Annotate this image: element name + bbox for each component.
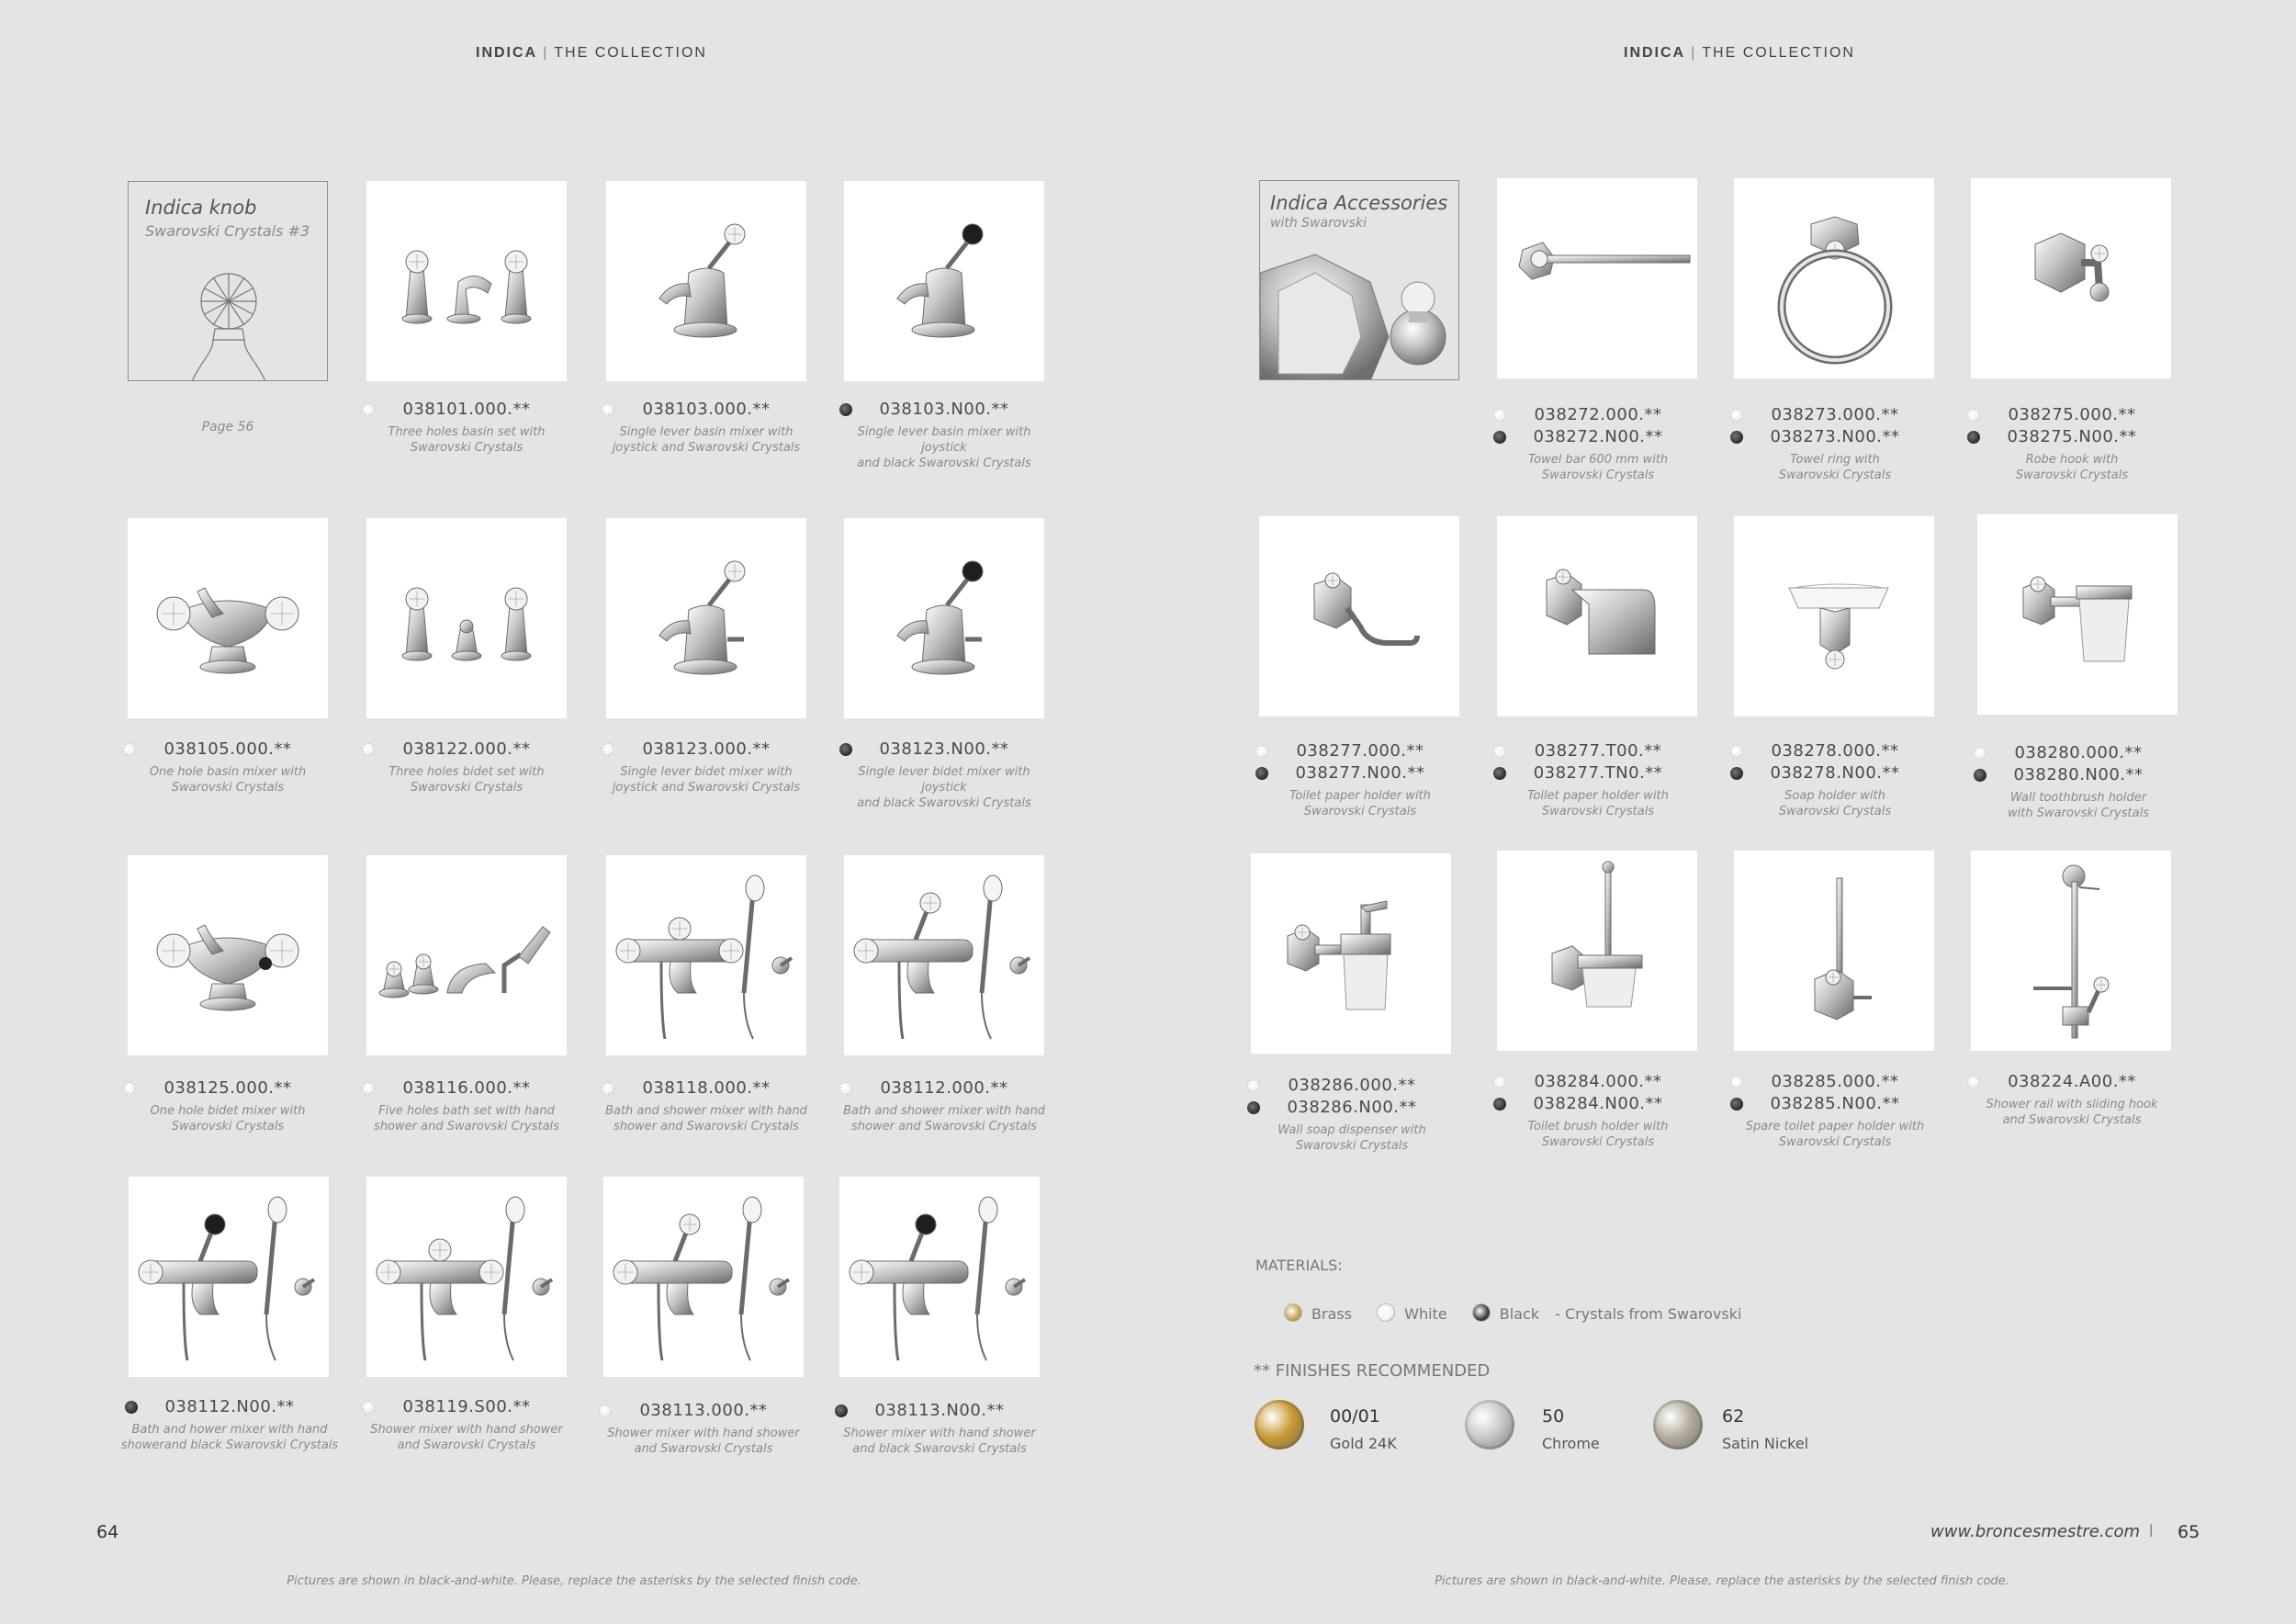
product-code: 038285.N00.** (1725, 1093, 1945, 1115)
single-lever-mixer-icon (606, 181, 806, 381)
product-caption (119, 1396, 340, 1453)
product-image[interactable] (366, 181, 567, 381)
towel-ring-icon (1734, 178, 1934, 378)
finish-name: Gold 24K (1330, 1435, 1397, 1452)
product-image[interactable] (603, 1177, 804, 1377)
product-description: Single lever basin mixer with joystick and Swarovski Crystals (612, 425, 801, 455)
website-link[interactable]: www.broncesmestre.com l (1930, 1522, 2154, 1541)
brass-swatch-icon (1284, 1303, 1302, 1322)
product-caption (829, 1400, 1050, 1457)
product-code: 038113.N00.** (829, 1400, 1050, 1422)
bidet-mixer-icon (606, 518, 806, 718)
product-caption (356, 1396, 577, 1453)
product-code: 038118.000.** (596, 1077, 816, 1100)
product-code: 038105.000.** (118, 739, 338, 761)
bath-set-icon (366, 855, 567, 1055)
robe-hook-icon (1971, 178, 2171, 378)
product-image[interactable] (1497, 516, 1697, 716)
product-code: 038224.A00.** (1962, 1071, 2182, 1093)
white-crystal-icon (602, 403, 614, 416)
black-crystal-icon (1967, 431, 1980, 444)
product-caption (1242, 1075, 1462, 1154)
white-crystal-icon (1967, 1076, 1980, 1088)
product-code: 038101.000.** (356, 399, 577, 421)
indica-knob-intro-box (128, 181, 328, 381)
product-caption (1488, 1071, 1708, 1150)
intro-title: Indica Accessories (1270, 192, 1448, 214)
material-brass: Brass (1284, 1305, 1352, 1323)
product-description: Toilet paper holder with Swarovski Crystals (1289, 789, 1431, 818)
product-description: Five holes bath set with hand shower and Swarovski Crystals (374, 1104, 559, 1133)
black-crystal-icon (1974, 769, 1986, 782)
finish-code: 62 (1722, 1406, 1745, 1427)
gold-finish-swatch-icon (1255, 1400, 1304, 1449)
product-image[interactable] (1734, 178, 1934, 378)
black-crystal-icon (839, 743, 852, 756)
product-code: 038285.000.** (1725, 1071, 1945, 1093)
product-image[interactable] (128, 518, 328, 718)
right-footnote: Pictures are shown in black-and-white. Please, replace the asterisks by the selected finish code. (1435, 1574, 2009, 1588)
black-crystal-icon (1730, 1098, 1743, 1111)
product-caption (118, 739, 338, 795)
white-crystal-icon (1974, 747, 1986, 760)
black-crystal-icon (1255, 767, 1268, 780)
header-section: THE COLLECTION (554, 45, 707, 61)
crystal-knob-icon (129, 182, 328, 381)
black-crystal-icon (1247, 1101, 1260, 1114)
material-black: Black (1472, 1305, 1539, 1323)
bidet-set-icon (366, 518, 567, 718)
shower-mixer-black-icon (839, 1177, 1040, 1377)
product-code: 038123.N00.** (834, 739, 1054, 761)
product-image[interactable] (366, 518, 567, 718)
right-page-number: 65 (2178, 1522, 2200, 1542)
finish-name: Chrome (1542, 1435, 1600, 1452)
white-crystal-icon (1247, 1079, 1260, 1092)
product-image[interactable] (128, 855, 328, 1055)
product-description: Toilet brush holder with Swarovski Crystals (1527, 1120, 1669, 1149)
product-image[interactable] (1734, 516, 1934, 716)
product-caption (593, 1400, 814, 1457)
indica-accessories-intro-box (1259, 180, 1459, 380)
product-description: Towel bar 600 mm with Swarovski Crystals (1527, 453, 1669, 482)
product-code: 038103.N00.** (834, 399, 1054, 421)
product-description: Shower mixer with hand shower and Swarovski Crystals (607, 1427, 800, 1456)
product-description: Single lever bidet mixer with joystick and Swarovski Crystals (612, 765, 801, 795)
product-code: 038278.000.** (1725, 740, 1945, 762)
product-description: Toilet paper holder with Swarovski Crystals (1527, 789, 1669, 818)
white-crystal-icon (362, 743, 375, 756)
product-caption (118, 1077, 338, 1134)
product-description: Single lever bidet mixer with joystick and black Swarovski Crystals (857, 765, 1031, 810)
product-image[interactable] (1734, 851, 1934, 1051)
product-caption (596, 739, 816, 795)
product-code: 038277.000.** (1250, 740, 1470, 762)
product-code: 038119.S00.** (356, 1396, 577, 1418)
product-code: 038103.000.** (596, 399, 816, 421)
toilet-paper-holder-icon (1259, 516, 1459, 716)
header-separator: | (543, 45, 549, 61)
white-crystal-swatch-icon (1377, 1303, 1395, 1322)
product-caption (356, 399, 577, 456)
satin-nickel-finish-swatch-icon (1653, 1400, 1703, 1449)
product-description: Single lever basin mixer with joystick and black Swarovski Crystals (857, 425, 1031, 470)
bidet-mixer-black-icon (844, 518, 1044, 718)
product-code: 038273.000.** (1725, 404, 1945, 426)
shower-mixer-lever-icon (603, 1177, 804, 1377)
product-image[interactable] (1259, 516, 1459, 716)
black-crystal-icon (1493, 431, 1506, 444)
product-description: Robe hook with Swarovski Crystals (2015, 453, 2129, 482)
white-crystal-icon (839, 1082, 852, 1095)
product-description: One hole bidet mixer with Swarovski Crystals (150, 1104, 306, 1133)
bath-shower-mixer-black-icon (129, 1177, 329, 1377)
materials-legend (1284, 1303, 1741, 1323)
intro-subtitle: Swarovski Crystals #3 (145, 222, 310, 240)
product-description: Bath and shower mixer with hand shower and Swarovski Crystals (605, 1104, 807, 1133)
page-reference: Page 56 (201, 420, 254, 434)
product-code: 038278.N00.** (1725, 762, 1945, 784)
product-description: Three holes bidet set with Swarovski Crystals (388, 765, 545, 795)
spare-paper-holder-icon (1734, 851, 1934, 1051)
product-description: One hole basin mixer with Swarovski Crystals (149, 765, 307, 795)
product-caption (1725, 740, 1945, 819)
single-lever-mixer-black-icon (844, 181, 1044, 381)
finishes-title: ** FINISHES RECOMMENDED (1254, 1361, 1491, 1381)
black-crystal-icon (1493, 1098, 1506, 1111)
product-code: 038280.N00.** (1968, 764, 2189, 786)
product-caption (1962, 404, 2182, 483)
finish-code: 00/01 (1330, 1406, 1380, 1427)
white-crystal-icon (1255, 745, 1268, 758)
material-white: White (1377, 1305, 1447, 1323)
product-description: Spare toilet paper holder with Swarovski Crystals (1745, 1120, 1925, 1149)
product-caption (1725, 1071, 1945, 1150)
product-image[interactable] (1977, 514, 2178, 715)
one-hole-bidet-mixer-icon (128, 855, 328, 1055)
product-image[interactable] (1971, 851, 2171, 1051)
product-caption (1488, 404, 1708, 483)
header-brand: INDICA (1624, 45, 1686, 61)
shower-mixer-icon (366, 1177, 567, 1377)
product-caption (356, 739, 577, 795)
product-caption (1968, 742, 2189, 821)
product-code: 038275.N00.** (1962, 426, 2182, 448)
product-image[interactable] (839, 1177, 1040, 1377)
product-code: 038125.000.** (118, 1077, 338, 1100)
white-crystal-icon (1730, 1076, 1743, 1088)
product-description: Shower mixer with hand shower and black Swarovski Crystals (843, 1427, 1036, 1456)
product-code: 038273.N00.** (1725, 426, 1945, 448)
product-caption (596, 399, 816, 456)
product-description: Towel ring with Swarovski Crystals (1778, 453, 1892, 482)
chrome-finish-swatch-icon (1465, 1400, 1514, 1449)
product-code: 038122.000.** (356, 739, 577, 761)
white-crystal-icon (123, 1082, 136, 1095)
black-crystal-icon (125, 1401, 138, 1414)
product-image[interactable] (606, 518, 806, 718)
product-code: 038275.000.** (1962, 404, 2182, 426)
product-image[interactable] (1497, 178, 1697, 378)
white-crystal-icon (1730, 409, 1743, 422)
white-crystal-icon (602, 1082, 614, 1095)
product-code: 038272.N00.** (1488, 426, 1708, 448)
white-crystal-icon (602, 743, 614, 756)
product-description: Wall soap dispenser with Swarovski Crystals (1277, 1123, 1426, 1153)
product-caption (834, 739, 1054, 811)
product-caption (1725, 404, 1945, 483)
header-separator: | (1691, 45, 1697, 61)
product-description: Soap holder with Swarovski Crystals (1778, 789, 1892, 818)
toilet-paper-holder-cover-icon (1497, 516, 1697, 716)
product-image[interactable] (129, 1177, 329, 1377)
product-description: Shower mixer with hand shower and Swarovski Crystals (370, 1423, 563, 1452)
white-crystal-icon (1967, 409, 1980, 422)
toilet-brush-holder-icon (1497, 851, 1697, 1051)
product-code: 038272.000.** (1488, 404, 1708, 426)
white-crystal-icon (362, 1401, 375, 1414)
left-page-number: 64 (96, 1522, 119, 1542)
white-crystal-icon (599, 1404, 612, 1417)
product-code: 038116.000.** (356, 1077, 577, 1100)
product-code: 038286.000.** (1242, 1075, 1462, 1097)
header-brand: INDICA (476, 45, 538, 61)
product-code: 038113.000.** (593, 1400, 814, 1422)
product-caption (1962, 1071, 2182, 1128)
right-running-header (1624, 45, 1855, 62)
product-code: 038277.N00.** (1250, 762, 1470, 784)
product-code: 038112.000.** (834, 1077, 1054, 1100)
black-crystal-icon (1493, 767, 1506, 780)
bath-shower-mixer-icon (606, 855, 806, 1055)
product-caption (596, 1077, 816, 1134)
product-image[interactable] (1971, 178, 2171, 378)
product-image[interactable] (366, 855, 567, 1055)
toothbrush-holder-icon (1977, 514, 2178, 715)
product-image[interactable] (1497, 851, 1697, 1051)
white-crystal-icon (123, 743, 136, 756)
intro-subtitle: with Swarovski (1270, 216, 1367, 231)
product-caption (356, 1077, 577, 1134)
black-crystal-icon (1730, 767, 1743, 780)
product-code: 038286.N00.** (1242, 1097, 1462, 1119)
product-image[interactable] (844, 518, 1044, 718)
product-code: 038277.TN0.** (1488, 762, 1708, 784)
product-description: Shower rail with sliding hook and Swarovski Crystals (1986, 1098, 2158, 1127)
header-section: THE COLLECTION (1702, 45, 1855, 61)
one-hole-mixer-icon (128, 518, 328, 718)
product-image[interactable] (844, 855, 1044, 1055)
white-crystal-icon (362, 403, 375, 416)
left-running-header (476, 45, 707, 62)
white-crystal-icon (1730, 745, 1743, 758)
product-description: Bath and hower mixer with hand showerand black Swarovski Crystals (120, 1423, 339, 1452)
product-caption (834, 399, 1054, 471)
white-crystal-icon (1493, 1076, 1506, 1088)
product-image[interactable] (1251, 853, 1451, 1054)
product-code: 038284.N00.** (1488, 1093, 1708, 1115)
shower-rail-icon (1971, 851, 2171, 1051)
bath-shower-mixer-lever-icon (844, 855, 1044, 1055)
intro-title: Indica knob (145, 197, 257, 219)
white-crystal-icon (1493, 745, 1506, 758)
product-caption (1488, 740, 1708, 819)
product-image[interactable] (366, 1177, 567, 1377)
product-code: 038277.T00.** (1488, 740, 1708, 762)
product-description: Wall toothbrush holder with Swarovski Crystals (2008, 791, 2149, 820)
product-description: Three holes basin set with Swarovski Crystals (388, 425, 546, 455)
product-description: Bath and shower mixer with hand shower and Swarovski Crystals (843, 1104, 1045, 1133)
product-code: 038112.N00.** (119, 1396, 340, 1418)
product-image[interactable] (606, 181, 806, 381)
black-crystal-icon (839, 403, 852, 416)
product-code: 038284.000.** (1488, 1071, 1708, 1093)
product-caption (1250, 740, 1470, 819)
white-crystal-icon (1493, 409, 1506, 422)
product-code: 038123.000.** (596, 739, 816, 761)
materials-suffix: - Crystals from Swarovski (1555, 1305, 1742, 1323)
black-crystal-icon (835, 1404, 848, 1417)
black-crystal-icon (1730, 431, 1743, 444)
soap-holder-icon (1734, 516, 1934, 716)
black-crystal-swatch-icon (1472, 1303, 1491, 1322)
finish-code: 50 (1542, 1406, 1565, 1427)
product-code: 038280.000.** (1968, 742, 2189, 764)
finish-name: Satin Nickel (1722, 1435, 1809, 1452)
materials-title: MATERIALS: (1255, 1257, 1343, 1274)
product-image[interactable] (844, 181, 1044, 381)
product-image[interactable] (606, 855, 806, 1055)
soap-dispenser-icon (1251, 853, 1451, 1054)
white-crystal-icon (362, 1082, 375, 1095)
towel-bar-icon (1497, 178, 1697, 378)
left-footnote: Pictures are shown in black-and-white. Please, replace the asterisks by the selected finish code. (287, 1574, 861, 1588)
basin-set-icon (366, 181, 567, 381)
product-caption (834, 1077, 1054, 1134)
